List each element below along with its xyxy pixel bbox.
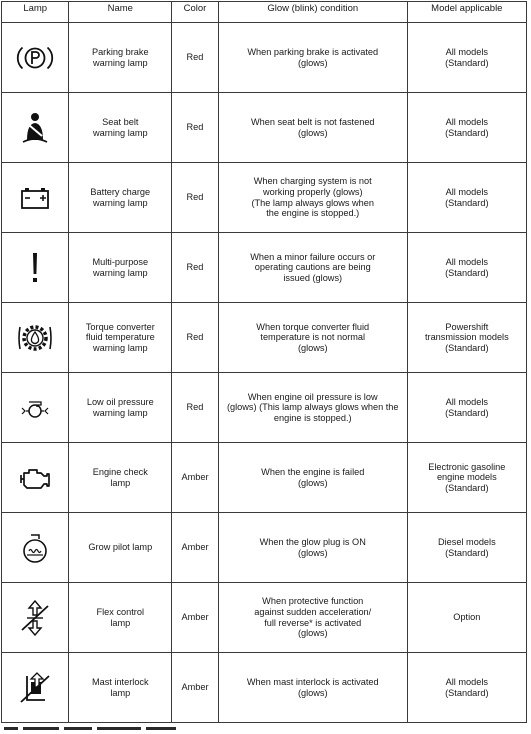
table-row (2, 93, 527, 163)
lamp-color: Amber (181, 682, 209, 693)
glow-condition: When a minor failure occurs or operating cautions are being issued (glows) (250, 251, 376, 283)
lamp-name: Flex control lamp (96, 606, 145, 628)
glow-condition: When the engine is failed (glows) (261, 466, 365, 488)
model-applicable: All models (Standard) (445, 396, 489, 418)
model-applicable: Diesel models (Standard) (437, 536, 496, 558)
model-applicable: Electronic gasoline engine models (Standard) (428, 461, 506, 493)
lamp-color: Amber (181, 472, 209, 483)
table-row (2, 373, 527, 443)
oil-can-icon (15, 393, 55, 423)
lamp-color: Red (186, 122, 204, 133)
lamp-color: Red (186, 52, 204, 63)
model-applicable: All models (Standard) (445, 186, 489, 208)
battery-icon (15, 183, 55, 213)
table-header-row (2, 2, 527, 23)
glow-condition: When torque converter fluid temperature is not normal (glows) (256, 321, 370, 353)
table-row (2, 23, 527, 93)
lamp-color: Red (186, 332, 204, 343)
model-applicable: Powershift transmission models (Standard) (424, 321, 509, 353)
model-applicable: Option (453, 612, 481, 623)
engine-check-icon (15, 463, 55, 493)
glow-plug-icon (15, 531, 55, 565)
table-row (2, 163, 527, 233)
glow-condition: When mast interlock is activated (glows) (246, 676, 379, 698)
header-color: Color (172, 2, 219, 23)
lamp-color: Amber (181, 542, 209, 553)
lamp-name: Grow pilot lamp (88, 542, 153, 553)
lamp-name: Torque converter fluid temperature warning lamp (85, 321, 155, 353)
glow-condition: When charging system is not working properly (glows) (The lamp always glows when the engine is stopped.) (251, 176, 375, 219)
cropped-footnote (4, 727, 224, 733)
table-row (2, 233, 527, 303)
lamp-color: Red (186, 402, 204, 413)
glow-condition: When parking brake is activated (glows) (247, 46, 379, 68)
table-row (2, 443, 527, 513)
lamp-color: Amber (181, 612, 209, 623)
glow-condition: When protective function against sudden acceleration/ full reverse* is activated (glows) (254, 596, 372, 639)
header-condition: Glow (blink) condition (218, 2, 407, 23)
warning-lamp-table (1, 1, 527, 723)
fluid-temperature-gear-icon (15, 321, 55, 355)
lamp-name: Engine check lamp (92, 466, 148, 488)
table-row (2, 653, 527, 723)
header-lamp: Lamp (2, 2, 69, 23)
header-model: Model applicable (407, 2, 526, 23)
glow-condition: When engine oil pressure is low (glows) (This lamp always glows when the engine is stopped.) (226, 391, 399, 423)
lamp-name: Seat belt warning lamp (92, 116, 148, 138)
model-applicable: All models (Standard) (445, 256, 489, 278)
lamp-name: Parking brake warning lamp (91, 46, 149, 68)
lamp-name: Mast interlock lamp (91, 676, 149, 698)
lamp-color: Red (186, 192, 204, 203)
model-applicable: All models (Standard) (445, 676, 489, 698)
glow-condition: When seat belt is not fastened (glows) (250, 116, 375, 138)
lamp-name: Battery charge warning lamp (90, 186, 151, 208)
table-row (2, 303, 527, 373)
table-row (2, 583, 527, 653)
model-applicable: All models (Standard) (445, 46, 489, 68)
table-row (2, 513, 527, 583)
mast-interlock-icon (15, 668, 55, 708)
parking-brake-icon (15, 43, 55, 73)
header-name: Name (69, 2, 172, 23)
seat-belt-icon (15, 111, 55, 145)
model-applicable: All models (Standard) (445, 116, 489, 138)
lamp-color: Red (186, 262, 204, 273)
lamp-name: Low oil pressure warning lamp (86, 396, 154, 418)
flex-control-icon (15, 598, 55, 638)
lamp-name: Multi-purpose warning lamp (92, 256, 149, 278)
glow-condition: When the glow plug is ON (glows) (259, 536, 366, 558)
exclamation-icon (15, 251, 55, 285)
